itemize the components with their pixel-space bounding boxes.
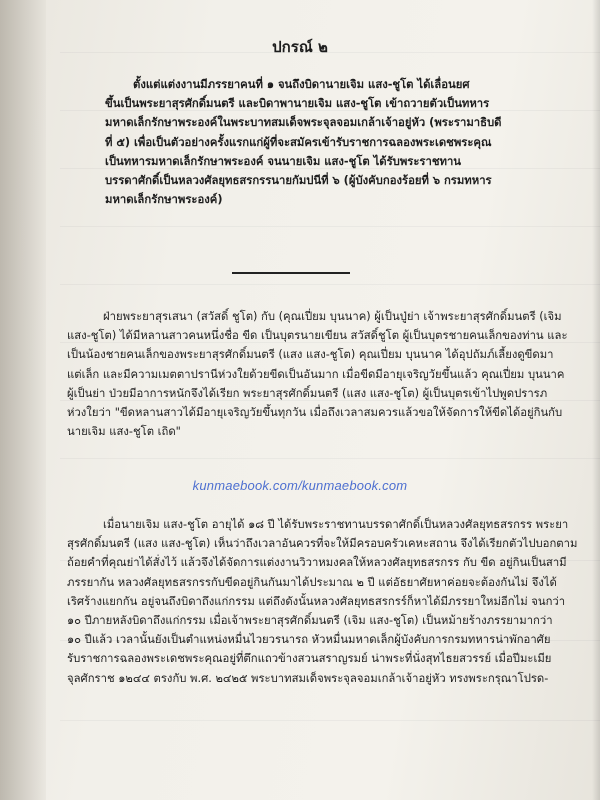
paragraph-line: ถ้อยคำที่คุณย่าได้สั่งไว้ แล้วจึงได้จัดการแต่งงานวิวาหมงคลให้หลวงศัลยุทธสรกรร กับ ขีด อยู่กินเป็นสามี (67, 556, 567, 570)
paragraph-line: เมื่อนายเจิม แสง-ชูโต อายุได้ ๑๘ ปี ได้รับพระราชทานบรรดาศักดิ์เป็นหลวงศัลยุทธสรกรร พระยา (103, 518, 569, 531)
paragraph-line: ๑๐ ปีภายหลังบิดาถึงแก่กรรม เมื่อเจ้าพระยาสุรศักดิ์มนตรี (เจิม แสง-ชูโต) เป็นหม้ายร้างภรรยามากว่า (67, 614, 553, 628)
paragraph-line: แสง-ชูโต) ได้มีหลานสาวคนหนึ่งชื่อ ขีด เป็นบุตรนายเขียน สวัสดิ์ชูโต ผู้เป็นบุตรชายคนเล็กของท่าน และ (67, 329, 568, 343)
paragraph-line: ผู้เป็นย่า ป่วยมีอาการหนักจึงได้เรียก พระยาสุรศักดิ์มนตรี (แสง แสง-ชูโต) ผู้เป็นบุตรเข้าไปพูดปรารภ (67, 386, 548, 400)
intro-line: มหาดเล็กรักษาพระองค์ในพระบาทสมเด็จพระจุลจอมเกล้าเจ้าอยู่หัว (พระรามาธิบดี (105, 116, 502, 130)
watermark-text: kunmaebook.com/kunmaebook.com (192, 478, 408, 493)
paragraph-line: นายเจิม แสง-ชูโต เถิด" (67, 425, 181, 439)
body-paragraph-1 (67, 307, 568, 441)
paragraph-line: ห่วงใยว่า "ขีดหลานสาวได้มีอายุเจริญวัยขึ้นทุกวัน เมื่อถึงเวลาสมควรแล้วขอให้จัดการให้ขีดได้อยู่กินกับ (67, 406, 563, 420)
paragraph-line: จุลศักราช ๑๒๔๔ ตรงกับ พ.ศ. ๒๔๒๕ พระบาทสมเด็จพระจุลจอมเกล้าเจ้าอยู่หัว ทรงพระกรุณาโปรด- (67, 671, 549, 685)
paragraph-line: สุรศักดิ์มนตรี (แสง แสง-ชูโต) เห็นว่าถึงเวลาอันควรที่จะให้มีครอบครัวเคหะสถาน จึงได้เรียกตัวไปบอกตาม (67, 537, 578, 551)
paragraph-line: ฝ่ายพระยาสุรเสนา (สวัสดิ์ ชูโต) กับ (คุณเปี่ยม บุนนาค) ผู้เป็นปู่ย่า เจ้าพระยาสุรศักดิ์มนตรี (เจิม (103, 310, 562, 323)
intro-paragraph (105, 75, 502, 209)
paragraph-line: ภรรยากัน หลวงศัลยุทธสรกรรกับขีดอยู่กินกันมาได้ประมาณ ๒ ปี แต่อัธยาศัยหาค่อยจะต้องกันไม่ จึงได้ (67, 575, 557, 589)
chapter-title: ปกรณ์ ๒ (272, 38, 328, 56)
page-gutter-shadow (0, 0, 46, 800)
paragraph-line: รับราชการฉลองพระเดชพระคุณอยู่ที่ตึกแถวข้างสวนสราญรมย์ น่าพระที่นั่งสุทไธยสวรรย์ เมื่อปีมะเมีย (67, 652, 552, 666)
paragraph-line: แต่เล็ก และมีความเมตตาปรานีห่วงใยด้วยขีดเป็นอันมาก เมื่อขีดมีอายุเจริญวัยขึ้นแล้ว คุณเปี่ยม บุนนาค (67, 367, 565, 381)
page-edge-shadow (592, 0, 600, 800)
intro-line: เป็นทหารมหาดเล็กรักษาพระองค์ จนนายเจิม แสง-ชูโต ได้รับพระราชทาน (105, 154, 462, 168)
intro-line: มหาดเล็กรักษาพระองค์) (105, 193, 223, 207)
body-paragraph-2 (67, 515, 577, 688)
paragraph-line: เป็นน้องชายคนเล็กของพระยาสุรศักดิ์มนตรี (แสง แสง-ชูโต) คุณเปี่ยม บุนนาค ได้อุปถัมภ์เลี้ยงดูขีดมา (67, 348, 554, 362)
paragraph-line: เริศร้างแยกกัน อยู่จนถึงบิดาถึงแก่กรรม แต่ถึงดังนั้นหลวงศัลยุทธสรกรร์ก็หาได้มีภรรยาใหม่อีกไม่ จนกว่า (67, 594, 566, 608)
intro-line: บรรดาศักดิ์เป็นหลวงศัลยุทธสรกรรนายกัมปนีที่ ๖ (ผู้บังคับกองร้อยที่ ๖ กรมทหาร (105, 174, 492, 188)
section-divider (232, 272, 350, 274)
intro-line: ที่ ๕) เพื่อเป็นตัวอย่างครั้งแรกแก่ผู้ที่จะสมัครเข้ารับราชการฉลองพระเดชพระคุณ (105, 135, 492, 149)
paragraph-line: ๑๐ ปีแล้ว เวลานั้นยังเป็นตำแหน่งหมื่นไวยวรนารถ หัวหมื่นมหาดเล็กผู้บังคับการกรมทหารน่าพักอาศัย (67, 633, 551, 647)
intro-line: ขึ้นเป็นพระยาสุรศักดิ์มนตรี และบิดาพานายเจิม แสง-ชูโต เข้าถวายตัวเป็นทหาร (105, 97, 490, 111)
intro-line: ตั้งแต่แต่งงานมีภรรยาคนที่ ๑ จนถึงบิดานายเจิม แสง-ชูโต ได้เลื่อนยศ (133, 78, 470, 91)
